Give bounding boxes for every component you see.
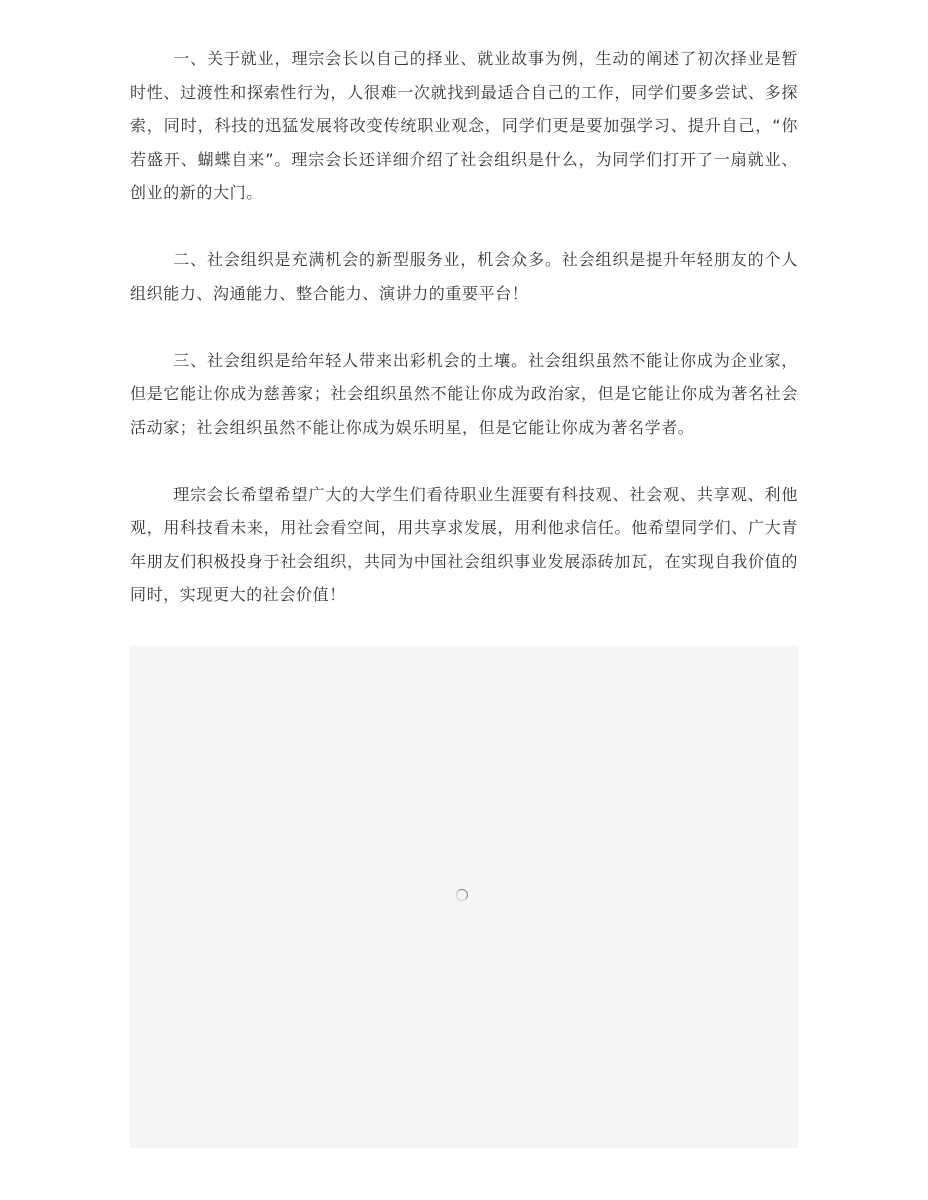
paragraph-opportunity-soil: 三、社会组织是给年轻人带来出彩机会的土壤。社会组织虽然不能让你成为企业家，但是它能让你成为慈善家；社会组织虽然不能让你成为政治家，但是它能让你成为著名社会活动家；社会组织虽然不能让你成为娱乐明星，但是它能让你成为著名学者。 — [130, 350, 798, 437]
loading-spinner-icon — [456, 889, 468, 901]
paragraph-career-outlook: 理宗会长希望希望广大的大学生们看待职业生涯要有科技观、社会观、共享观、利他观，用科技看未来，用社会看空间，用共享求发展，用利他求信任。他希望同学们、广大青年朋友们积极投身于社会组织，共同为中国社会组织事业发展添砖加瓦，在实现自我价值的同时，实现更大的社会价值！ — [130, 484, 798, 604]
article-body — [130, 42, 798, 612]
paragraph-new-service-industry: 二、社会组织是充满机会的新型服务业，机会众多。社会组织是提升年轻朋友的个人组织能力、沟通能力、整合能力、演讲力的重要平台！ — [130, 250, 798, 303]
paragraph-employment: 一、关于就业，理宗会长以自己的择业、就业故事为例，生动的阐述了初次择业是暂时性、过渡性和探索性行为，人很难一次就找到最适合自己的工作，同学们要多尝试、多探索，同时，科技的迅猛发展将改变传统职业观念，同学们更是要加强学习、提升自己，“你若盛开、蝴蝶自来”。理宗会长还详细介绍了社会组织是什么，为同学们打开了一扇就业、创业的新的大门。 — [130, 49, 798, 202]
